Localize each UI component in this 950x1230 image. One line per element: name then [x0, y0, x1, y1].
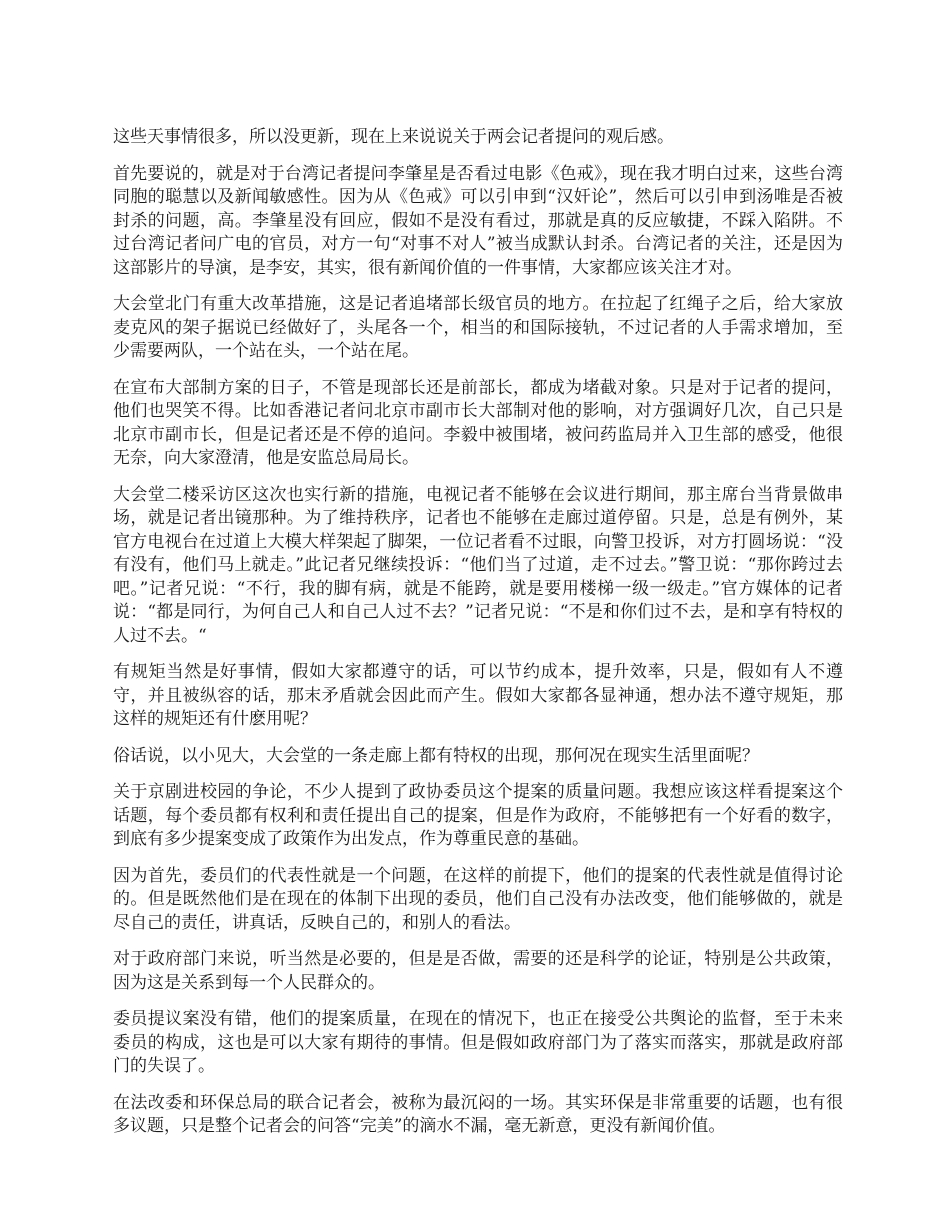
paragraph-9: 因为首先，委员们的代表性就是一个问题，在这样的前提下，他们的提案的代表性就是值得讨论的。但是既然他们是在现在的体制下出现的委员，他们自己没有办法改变，他们能够做的，就是尽自己的责任，讲真话，反映自己的，和别人的看法。: [113, 865, 843, 933]
paragraph-2: 首先要说的，就是对于台湾记者提问李肇星是否看过电影《色戒》，现在我才明白过来，这些台湾同胞的聪慧以及新闻敏感性。因为从《色戒》可以引申到“汉奸论”，然后可以引申到汤唯是否被封杀的问题，高。李肇星没有回应，假如不是没有看过，那就是真的反应敏捷，不踩入陷阱。不过台湾记者问广电的官员，对方一句“对事不对人”被当成默认封杀。台湾记者的关注，还是因为这部影片的导演，是李安，其实，很有新闻价值的一件事情，大家都应该关注才对。: [113, 163, 843, 278]
paragraph-8: 关于京剧进校园的争论，不少人提到了政协委员这个提案的质量问题。我想应该这样看提案这个话题，每个委员都有权利和责任提出自己的提案，但是作为政府，不能够把有一个好看的数字，到底有多少提案变成了政策作为出发点，作为尊重民意的基础。: [113, 782, 843, 849]
paragraph-7: 俗话说，以小见大，大会堂的一条走廊上都有特权的出现，那何况在现实生活里面呢？: [113, 745, 759, 766]
paragraph-1: 这些天事情很多，所以没更新，现在上来说说关于两会记者提问的观后感。: [113, 127, 674, 147]
paragraph-10: 对于政府部门来说，听当然是必要的，但是是否做，需要的还是科学的论证，特别是公共政策，因为这是关系到每一个人民群众的。: [113, 949, 843, 993]
paragraph-5: 大会堂二楼采访区这次也实行新的措施，电视记者不能够在会议进行期间，那主席台当背景做串场，就是记者出镜那种。为了维持秩序，记者也不能够在走廊过道停留。只是，总是有例外，某官方电视台在过道上大模大样架起了脚架，一位记者看不过眼，向警卫投诉，对方打圆场说：“没有没有，他们马上就走。”此记者兄继续投诉：“他们当了过道，走不过去。”警卫说：“那你跨过去吧。”记者兄说：“不行，我的脚有病，就是不能跨，就是要用楼梯一级一级走。”官方媒体的记者说：“都是同行，为何自己人和自己人过不去？”记者兄说：“不是和你们过不去，是和享有特权的人过不去。“: [113, 484, 843, 646]
paragraph-3: 大会堂北门有重大改革措施，这是记者追堵部长级官员的地方。在拉起了红绳子之后，给大家放麦克风的架子据说已经做好了，头尾各一个，相当的和国际接轨，不过记者的人手需求增加，至少需要两队，一个站在头，一个站在尾。: [113, 294, 843, 361]
document-body: [113, 126, 843, 1152]
paragraph-11: 委员提议案没有错，他们的提案质量，在现在的情况下，也正在接受公共舆论的监督，至于未来委员的构成，这也是可以大家有期待的事情。但是假如政府部门为了落实而落实，那就是政府部门的失误了。: [113, 1009, 843, 1076]
paragraph-4: 在宣布大部制方案的日子，不管是现部长还是前部长，都成为堵截对象。只是对于记者的提问，他们也哭笑不得。比如香港记者问北京市副市长大部制对他的影响，对方强调好几次，自己只是北京市副市长，但是记者还是不停的追问。李毅中被围堵，被问药监局并入卫生部的感受，他很无奈，向大家澄清，他是安监总局局长。: [113, 377, 843, 468]
paragraph-12: 在法改委和环保总局的联合记者会，被称为最沉闷的一场。其实环保是非常重要的话题，也有很多议题，只是整个记者会的问答“完美”的滴水不漏，毫无新意，更没有新闻价值。: [113, 1092, 843, 1136]
paragraph-6: 有规矩当然是好事情，假如大家都遵守的话，可以节约成本，提升效率，只是，假如有人不遵守，并且被纵容的话，那末矛盾就会因此而产生。假如大家都各显神通，想办法不遵守规矩，那这样的规矩还有什麽用呢？: [113, 662, 843, 729]
